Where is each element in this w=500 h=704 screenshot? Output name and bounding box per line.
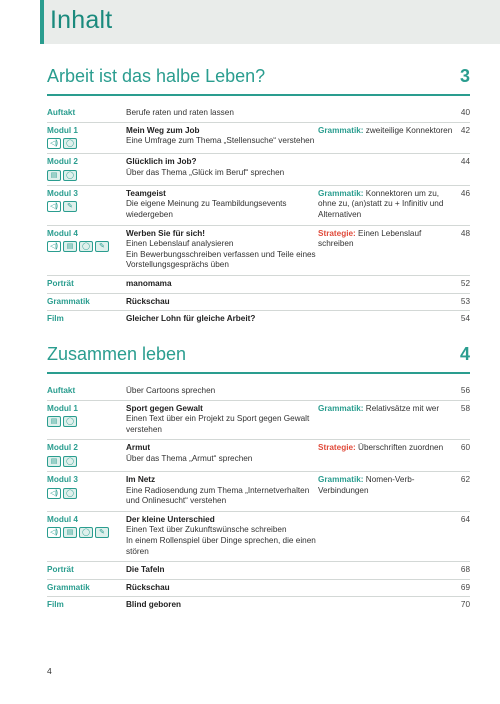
note-text: Konnektoren um zu, ohne zu, (an)statt zu + Infinitiv und Alternativen [318, 188, 444, 219]
row-description: Eine Umfrage zum Thema „Stellensuche“ verstehen [126, 136, 315, 146]
speaking-icon: ◯ [63, 138, 77, 149]
row-title: Die Tafeln [126, 565, 165, 575]
page-ref[interactable]: 53 [460, 296, 470, 306]
row-content [126, 600, 318, 611]
skill-icons [47, 138, 126, 149]
toc-row[interactable] [47, 597, 470, 614]
row-content [126, 157, 318, 181]
chapter-title: Zusammen leben [47, 344, 187, 364]
skill-icons [47, 456, 126, 467]
row-content [126, 404, 318, 436]
row-title: Im Netz [126, 474, 156, 484]
skill-icons [47, 488, 126, 499]
row-note [318, 386, 456, 397]
reading-icon: ▤ [63, 241, 77, 252]
toc-row[interactable] [47, 580, 470, 598]
page-ref[interactable]: 68 [460, 565, 470, 575]
page-ref[interactable]: 54 [460, 314, 470, 324]
speaking-icon: ◯ [79, 241, 93, 252]
speaking-icon: ◯ [63, 170, 77, 181]
chapter-3 [47, 66, 470, 328]
note-key: Grammatik: [318, 474, 364, 484]
note-key: Strategie: [318, 228, 356, 238]
note-key: Grammatik: [318, 125, 364, 135]
page-ref[interactable]: 52 [460, 278, 470, 288]
chapter-title: Arbeit ist das halbe Leben? [47, 66, 266, 86]
row-label [47, 600, 126, 611]
page-ref[interactable]: 44 [460, 157, 470, 167]
row-content [126, 565, 318, 576]
toc-row[interactable] [47, 105, 470, 123]
page-ref[interactable]: 56 [460, 386, 470, 395]
header-band [0, 0, 500, 50]
row-title: Der kleine Unterschied [126, 514, 215, 524]
note-key: Grammatik: [318, 188, 364, 198]
row-content [126, 297, 318, 308]
row-content [126, 443, 318, 467]
page-ref[interactable]: 48 [460, 228, 470, 238]
row-content [126, 386, 318, 397]
toc-row[interactable] [47, 154, 470, 186]
page-ref[interactable]: 62 [460, 474, 470, 484]
row-note [318, 443, 456, 467]
note-key: Grammatik: [318, 403, 364, 413]
row-label [47, 297, 126, 308]
row-note [318, 126, 456, 150]
row-content [126, 279, 318, 290]
row-label [47, 279, 126, 290]
row-description: Einen Text über Zukunftswünsche schreiben In einem Rollenspiel über Dinge sprechen, die einen stören [126, 525, 316, 556]
note-text: Überschriften zuordnen [355, 443, 444, 453]
row-note [318, 404, 456, 436]
page-ref[interactable]: 58 [460, 403, 470, 413]
writing-icon: ✎ [95, 241, 109, 252]
toc-row[interactable] [47, 311, 470, 328]
toc-row[interactable] [47, 123, 470, 155]
row-title: Sport gegen Gewalt [126, 403, 203, 413]
row-label [47, 108, 126, 119]
note-key: Strategie: [318, 443, 356, 453]
page-ref[interactable]: 40 [460, 108, 470, 117]
row-label [47, 475, 126, 507]
row-description: Einen Lebenslauf analysieren Ein Bewerbungsschreiben verfassen und Teile eines Vorstellungsgesprächs üben [126, 239, 316, 270]
listening-icon: ◁) [47, 527, 61, 538]
row-title: Gleicher Lohn für gleiche Arbeit? [126, 314, 256, 324]
row-content [126, 314, 318, 325]
toc-row[interactable] [47, 401, 470, 441]
row-label-text: Porträt [47, 278, 74, 288]
toc-row[interactable] [47, 276, 470, 294]
note-text: Nomen-Verb-Verbindungen [318, 474, 415, 495]
row-note [318, 279, 456, 290]
chapter-header [47, 344, 470, 374]
chapter-4 [47, 344, 470, 614]
toc-row[interactable] [47, 472, 470, 512]
toc-row[interactable] [47, 294, 470, 312]
reading-icon: ▤ [47, 170, 61, 181]
row-label-text: Modul 1 [47, 125, 78, 135]
page-ref[interactable]: 42 [460, 125, 470, 135]
row-label [47, 404, 126, 436]
row-description: Über das Thema „Glück im Beruf“ sprechen [126, 167, 285, 177]
row-label-text: Modul 1 [47, 403, 78, 413]
page-ref[interactable]: 69 [460, 582, 470, 592]
row-label-text: Modul 2 [47, 157, 78, 167]
toc-row[interactable] [47, 383, 470, 401]
row-label-text: Modul 3 [47, 474, 78, 484]
reading-icon: ▤ [63, 527, 77, 538]
row-label-text: Film [47, 314, 64, 324]
row-note [318, 157, 456, 181]
row-label [47, 314, 126, 325]
listening-icon: ◁) [47, 138, 61, 149]
row-note [318, 108, 456, 119]
row-label-text: Porträt [47, 565, 74, 575]
row-note [318, 189, 456, 221]
skill-icons [47, 416, 126, 427]
page-ref[interactable]: 64 [460, 514, 470, 524]
page-title: Inhalt [50, 6, 113, 34]
reading-icon: ▤ [47, 456, 61, 467]
row-label [47, 443, 126, 467]
row-label-text: Auftakt [47, 386, 76, 395]
reading-icon: ▤ [47, 416, 61, 427]
row-content [126, 583, 318, 594]
chapter-number: 3 [459, 66, 470, 86]
writing-icon: ✎ [95, 527, 109, 538]
row-label [47, 157, 126, 181]
page-ref[interactable]: 60 [460, 443, 470, 453]
row-note [318, 475, 456, 507]
row-title: Rückschau [126, 296, 170, 306]
page-number: 4 [47, 666, 52, 676]
row-note [318, 229, 456, 271]
writing-icon: ✎ [63, 201, 77, 212]
row-label [47, 229, 126, 271]
row-label [47, 565, 126, 576]
row-content [126, 108, 318, 119]
toc-row[interactable] [47, 512, 470, 562]
skill-icons [47, 241, 126, 252]
note-text: zweiteilige Konnektoren [363, 125, 453, 135]
speaking-icon: ◯ [79, 527, 93, 538]
listening-icon: ◁) [47, 488, 61, 499]
row-label [47, 515, 126, 557]
chapter-rows [47, 383, 470, 614]
row-note [318, 600, 456, 611]
row-label-text: Grammatik [47, 582, 90, 592]
row-label [47, 386, 126, 397]
row-title: Mein Weg zum Job [126, 125, 200, 135]
row-note [318, 515, 456, 557]
row-label [47, 583, 126, 594]
row-description: Einen Text über ein Projekt zu Sport gegen Gewalt verstehen [126, 414, 310, 434]
row-title: Rückschau [126, 582, 170, 592]
row-title: Glücklich im Job? [126, 157, 197, 167]
page-ref[interactable]: 70 [460, 600, 470, 610]
note-text: Einen Lebenslauf schreiben [318, 228, 422, 249]
row-label-text: Grammatik [47, 296, 90, 306]
row-description: Eine Radiosendung zum Thema „Internetverhalten und Onlinesucht“ verstehen [126, 485, 310, 506]
speaking-icon: ◯ [63, 456, 77, 467]
row-content [126, 126, 318, 150]
row-label-text: Modul 2 [47, 443, 78, 453]
toc-row[interactable] [47, 186, 470, 226]
page-ref[interactable]: 46 [460, 188, 470, 198]
skill-icons [47, 527, 126, 538]
row-label-text: Modul 4 [47, 228, 78, 238]
row-label-text: Auftakt [47, 108, 76, 117]
row-description: Berufe raten und raten lassen [126, 108, 234, 117]
row-label-text: Modul 3 [47, 188, 78, 198]
row-label [47, 126, 126, 150]
row-title: manomama [126, 278, 172, 288]
row-description: Die eigene Meinung zu Teambildungsevents wiedergeben [126, 199, 287, 219]
chapter-rows [47, 105, 470, 328]
speaking-icon: ◯ [63, 488, 77, 499]
row-note [318, 583, 456, 594]
row-title: Blind geboren [126, 600, 182, 610]
row-label-text: Film [47, 600, 64, 610]
row-title: Armut [126, 443, 151, 453]
toc-row[interactable] [47, 226, 470, 276]
row-title: Teamgeist [126, 188, 166, 198]
listening-icon: ◁) [47, 201, 61, 212]
chapter-header [47, 66, 470, 96]
speaking-icon: ◯ [63, 416, 77, 427]
row-description: Über das Thema „Armut“ sprechen [126, 453, 253, 463]
row-label-text: Modul 4 [47, 514, 78, 524]
toc-row[interactable] [47, 440, 470, 472]
listening-icon: ◁) [47, 241, 61, 252]
row-label [47, 189, 126, 221]
skill-icons [47, 201, 126, 212]
row-title: Werben Sie für sich! [126, 228, 206, 238]
toc-row[interactable] [47, 562, 470, 580]
row-content [126, 475, 318, 507]
skill-icons [47, 170, 126, 181]
row-content [126, 515, 318, 557]
row-content [126, 189, 318, 221]
row-content [126, 229, 318, 271]
row-description: Über Cartoons sprechen [126, 386, 216, 395]
row-note [318, 314, 456, 325]
chapter-number: 4 [459, 344, 470, 364]
note-text: Relativsätze mit wer [363, 403, 440, 413]
row-note [318, 565, 456, 576]
row-note [318, 297, 456, 308]
